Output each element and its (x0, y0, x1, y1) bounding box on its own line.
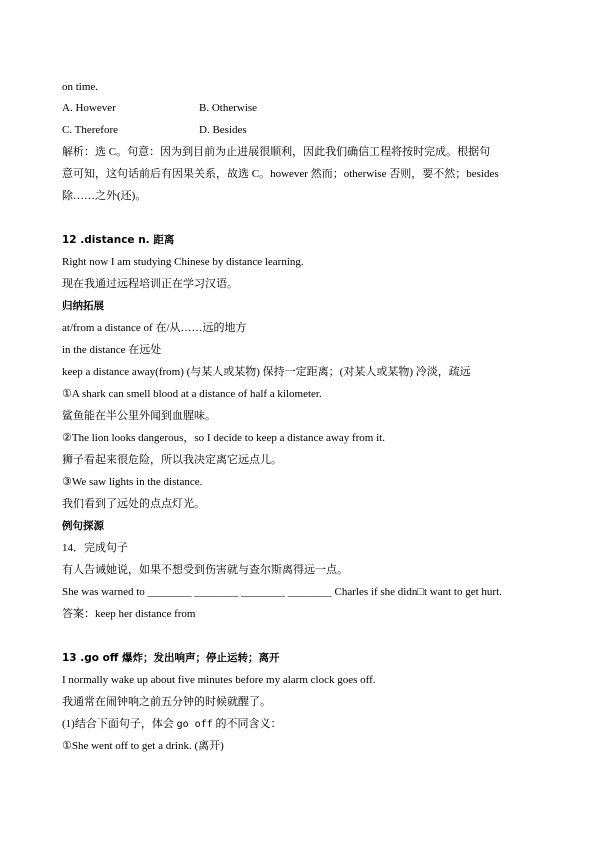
options-row-cd (62, 123, 322, 137)
phrase-line: keep a distance away(from) (与某人或某物) 保持一定距离；(对某人或某物) 冷淡，疏远 (62, 366, 471, 378)
options-row-ab (62, 101, 322, 115)
instruction-text: (1)结合下面句子，体会 (62, 718, 177, 730)
section-heading-distance: 12 .distance n. 距离 (62, 234, 175, 246)
phrase-line: at/from a distance of 在/从……远的地方 (62, 322, 247, 334)
translation-line: 狮子看起来很危险，所以我决定离它远点儿。 (62, 454, 282, 466)
exercise-title: 14．完成句子 (62, 542, 128, 554)
option-a: A. However (62, 102, 116, 114)
answer-line: 答案：keep her distance from (62, 608, 196, 620)
translation-line: 我们看到了远处的点点灯光。 (62, 498, 205, 510)
example-sentence: ②The lion looks dangerous，so I decide to keep a distance away from it. (62, 432, 385, 444)
option-c: C. Therefore (62, 124, 118, 136)
instruction-text: 的不同含义： (212, 718, 282, 730)
example-sentence: ①She went off to get a drink. (离开) (62, 740, 224, 752)
option-b: B. Otherwise (199, 102, 258, 114)
section-heading-go-off: 13 .go off 爆炸；发出响声；停止运转；离开 (62, 652, 280, 664)
exercise-prompt: 有人告诫她说，如果不想受到伤害就与查尔斯离得远一点。 (62, 564, 348, 576)
example-sentence: ①A shark can smell blood at a distance of half a kilometer. (62, 388, 322, 400)
translation-line: 鲨鱼能在半公里外闻到血腥味。 (62, 410, 216, 422)
instruction-phrase: go off (176, 719, 213, 730)
instruction-line (62, 717, 281, 732)
option-d: D. Besides (199, 124, 247, 136)
analysis-line: 解析：选 C。句意：因为到目前为止进展很顺利，因此我们确信工程将按时完成。根据句 (62, 146, 491, 158)
subheading-guina: 归纳拓展 (62, 300, 104, 312)
translation-line: 我通常在闹钟响之前五分钟的时候就醒了。 (62, 696, 271, 708)
translation-line: 现在我通过远程培训正在学习汉语。 (62, 278, 238, 290)
analysis-line: 意可知，这句话前后有因果关系，故选 C。however 然而；otherwise 否则，要不然；besides (62, 168, 499, 180)
text-line: on time. (62, 81, 99, 93)
analysis-line: 除……之外(还)。 (62, 190, 147, 202)
example-sentence: ③We saw lights in the distance. (62, 476, 203, 488)
phrase-line: in the distance 在远处 (62, 344, 162, 356)
example-sentence: Right now I am studying Chinese by distance learning. (62, 256, 304, 268)
subheading-liju: 例句探源 (62, 520, 104, 532)
exercise-blank-sentence: She was warned to ________ ________ ________ ________ Charles if she didn□t want to get hurt. (62, 586, 502, 598)
example-sentence: I normally wake up about five minutes before my alarm clock goes off. (62, 674, 376, 686)
